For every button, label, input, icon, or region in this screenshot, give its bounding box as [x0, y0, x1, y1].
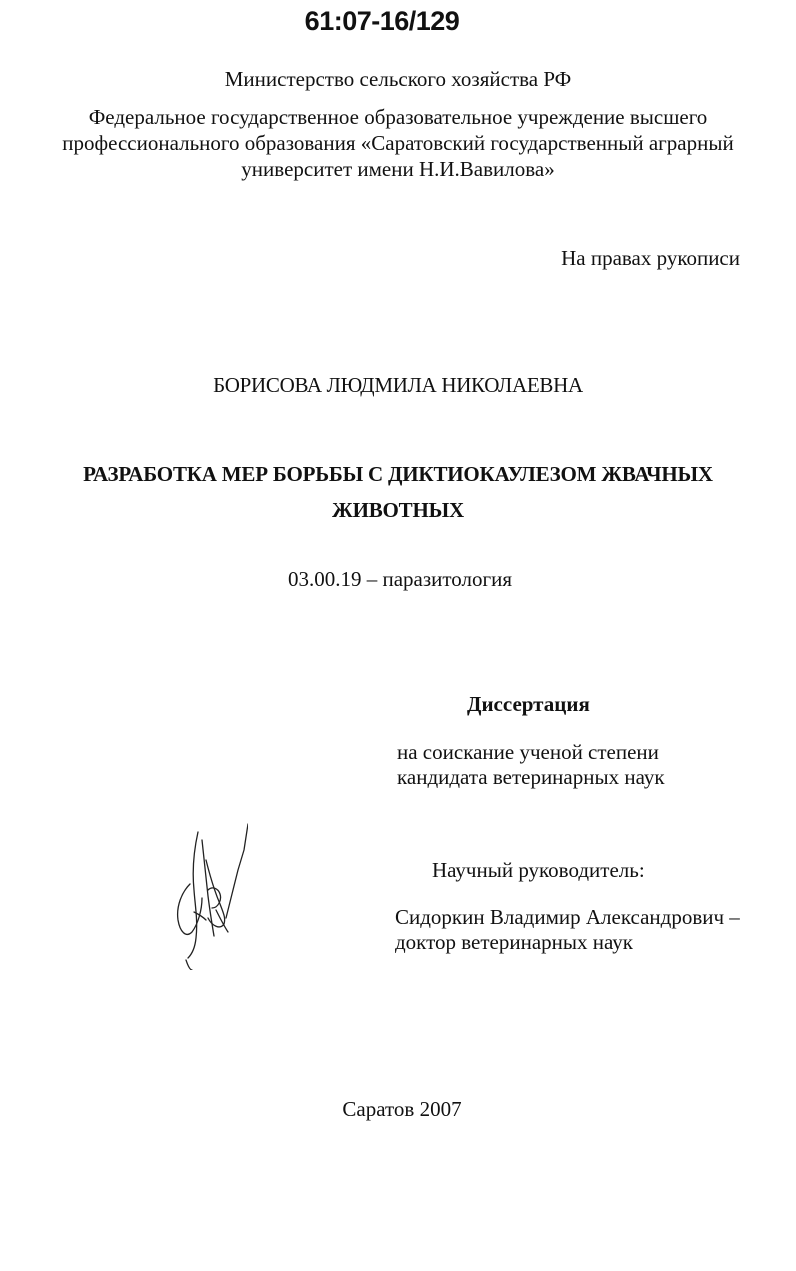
degree-line: кандидата ветеринарных наук [397, 765, 665, 789]
institution-name [0, 104, 796, 182]
city-year: Саратов 2007 [342, 1097, 462, 1121]
degree-statement [397, 740, 665, 790]
archive-code: 61:07-16/129 [304, 6, 460, 36]
document-type: Диссертация [467, 692, 590, 716]
institution-line: Федеральное государственное образовательное учреждение высшего [88, 105, 708, 129]
supervisor-label: Научный руководитель: [432, 858, 645, 882]
handwritten-signature [168, 820, 248, 970]
specialty-code: 03.00.19 – паразитология [287, 567, 513, 591]
title-line: РАЗРАБОТКА МЕР БОРЬБЫ С ДИКТИОКАУЛЕЗОМ ЖВАЧНЫХ [83, 462, 713, 486]
supervisor-name: Сидоркин Владимир Александрович – [395, 905, 740, 929]
supervisor-info [395, 905, 740, 955]
degree-line: на соискание ученой степени [397, 740, 659, 764]
institution-line: университет имени Н.И.Вавилова» [241, 157, 555, 181]
supervisor-degree: доктор ветеринарных наук [395, 930, 633, 954]
institution-line: профессионального образования «Саратовский государственный аграрный [62, 131, 734, 155]
manuscript-rights: На правах рукописи [561, 246, 740, 270]
ministry-name: Министерство сельского хозяйства РФ [224, 67, 572, 91]
dissertation-title [0, 456, 796, 528]
title-line: ЖИВОТНЫХ [332, 498, 464, 522]
author-name: БОРИСОВА ЛЮДМИЛА НИКОЛАЕВНА [213, 373, 583, 397]
